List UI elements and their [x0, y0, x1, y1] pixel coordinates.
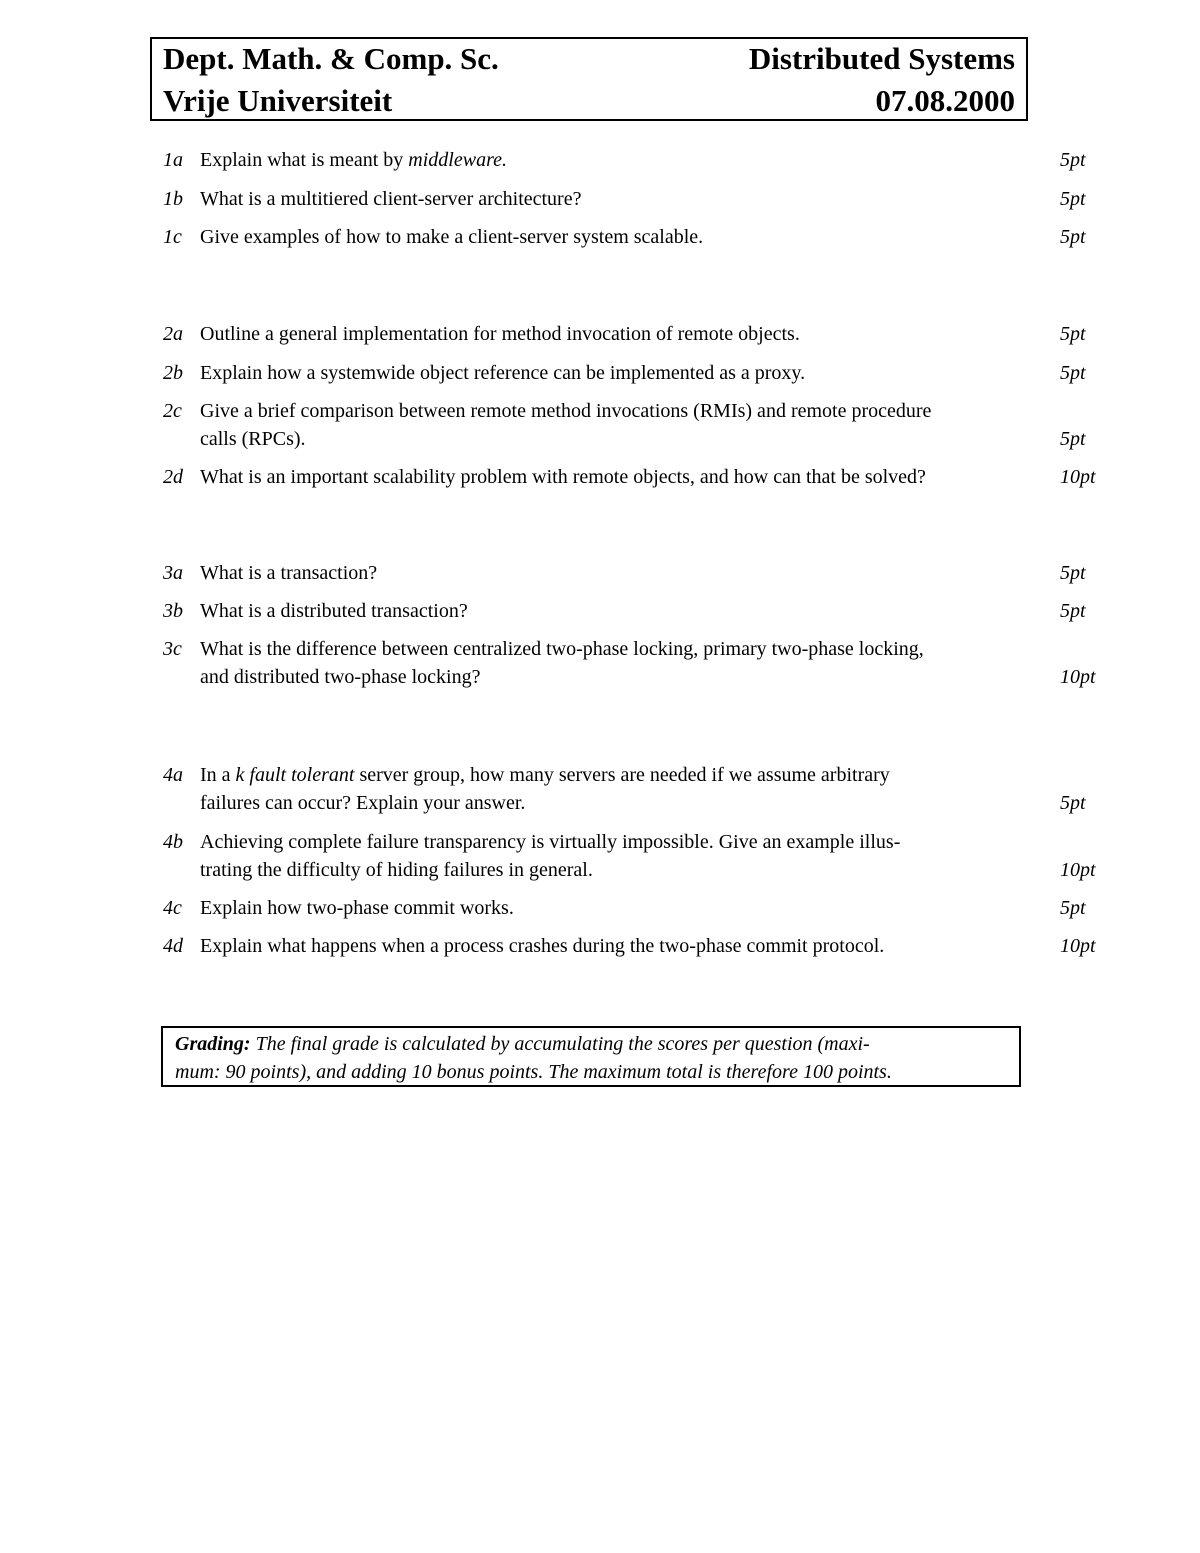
question-points: 5pt — [1060, 188, 1086, 210]
question-number: 4d — [163, 935, 183, 957]
question-text: Outline a general implementation for method invocation of remote objects. — [200, 323, 800, 345]
question-number: 3c — [163, 638, 182, 660]
question-number: 2a — [163, 323, 183, 345]
question-points: 5pt — [1060, 149, 1086, 171]
question-points: 10pt — [1060, 859, 1096, 881]
question-text: Explain what is meant by middleware. — [200, 149, 507, 171]
grading-text-line2: mum: 90 points), and adding 10 bonus points. The maximum total is therefore 100 points. — [175, 1061, 892, 1083]
question-number: 4b — [163, 831, 183, 853]
question-number: 1c — [163, 226, 182, 248]
question-points: 10pt — [1060, 666, 1096, 688]
question-text: What is a distributed transaction? — [200, 600, 468, 622]
course-title: Distributed Systems — [748, 41, 1015, 76]
question-number: 1b — [163, 188, 183, 210]
question-text: Achieving complete failure transparency is virtually impossible. Give an example illus- trating the difficulty of hiding failures in general. — [200, 831, 901, 881]
question-number: 2c — [163, 400, 182, 422]
question-points: 5pt — [1060, 323, 1086, 345]
question-points: 10pt — [1060, 935, 1096, 957]
question-text: Give a brief comparison between remote method invocations (RMIs) and remote procedure calls (RPCs). — [200, 400, 932, 450]
grading-text-line1: The final grade is calculated by accumulating the scores per question (maxi- — [255, 1033, 870, 1055]
question-points: 5pt — [1060, 428, 1086, 450]
question-points: 10pt — [1060, 466, 1096, 488]
question-text: What is a multitiered client-server architecture? — [200, 188, 582, 210]
question-points: 5pt — [1060, 562, 1086, 584]
question-number: 3a — [163, 562, 183, 584]
grading-note — [161, 1026, 1021, 1087]
university-name: Vrije Universiteit — [163, 83, 393, 118]
question-points: 5pt — [1060, 792, 1086, 814]
question-number: 4c — [163, 897, 182, 919]
question-number: 3b — [163, 600, 183, 622]
question-points: 5pt — [1060, 362, 1086, 384]
question-text: What is the difference between centralized two-phase locking, primary two-phase locking, and distributed two-phase locking? — [200, 638, 924, 688]
question-text: Give examples of how to make a client-server system scalable. — [200, 226, 704, 248]
question-number: 2d — [163, 466, 183, 488]
question-text: What is a transaction? — [200, 562, 378, 584]
grading-label: Grading: — [175, 1033, 251, 1055]
question-number: 2b — [163, 362, 183, 384]
question-text: What is an important scalability problem with remote objects, and how can that be solved? — [200, 466, 926, 488]
exam-date: 07.08.2000 — [875, 83, 1015, 118]
department-name: Dept. Math. & Comp. Sc. — [163, 41, 499, 76]
question-text: In a k fault tolerant server group, how many servers are needed if we assume arbitrary failures can occur? Explain your answer. — [200, 764, 890, 814]
question-number: 1a — [163, 149, 183, 171]
question-text: Explain how two-phase commit works. — [200, 897, 514, 919]
question-points: 5pt — [1060, 897, 1086, 919]
question-points: 5pt — [1060, 600, 1086, 622]
question-number: 4a — [163, 764, 183, 786]
question-points: 5pt — [1060, 226, 1086, 248]
question-text: Explain how a systemwide object reference can be implemented as a proxy. — [200, 362, 806, 384]
question-text: Explain what happens when a process crashes during the two-phase commit protocol. — [200, 935, 885, 957]
exam-header — [150, 37, 1028, 121]
